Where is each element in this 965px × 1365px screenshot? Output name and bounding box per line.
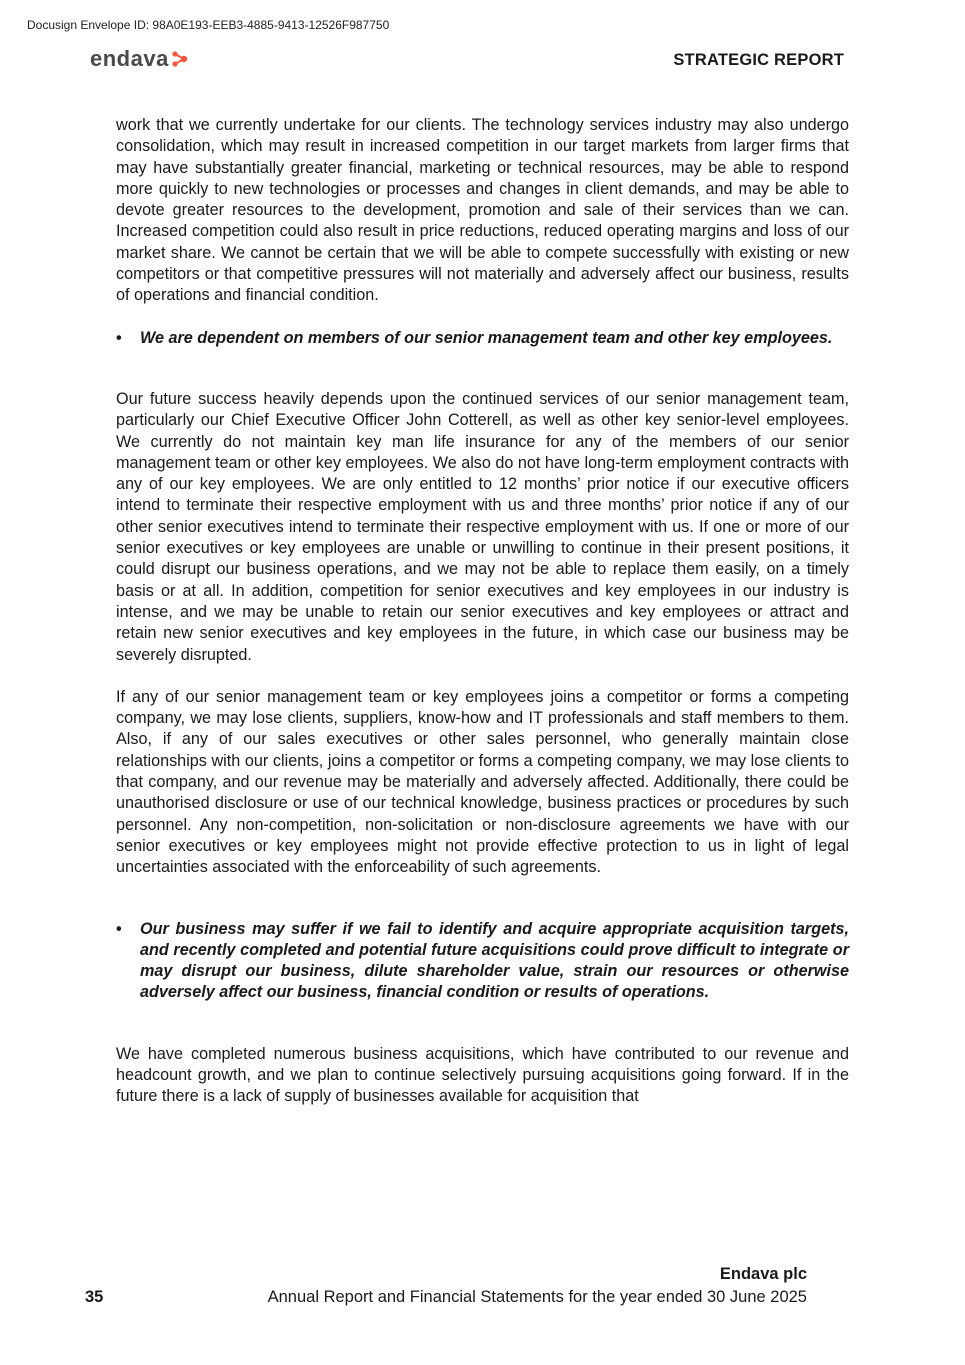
section-title: STRATEGIC REPORT (673, 51, 844, 69)
risk-heading-acquisitions (116, 919, 849, 1004)
paragraph-competition: work that we currently undertake for our clients. The technology services industry may also undergo consolidation, which may result in increased competition in our target markets from larger firms that may have substantially greater financial, marketing or technical resources, may be able to respond more quickly to new technologies or processes and changes in client demands, and may be able to devote greater resources to the development, promotion and sale of their services than we can. Increased competition could also result in price reductions, reduced operating margins and loss of our market share. We cannot be certain that we will be able to compete successfully with existing or new competitors or that competitive pressures will not materially and adversely affect our business, results of operations and financial condition. (116, 116, 849, 305)
risk-heading-key-employees (116, 328, 849, 349)
bullet-marker: • (116, 328, 122, 347)
bullet-marker: • (116, 919, 122, 938)
paragraph-senior-management: Our future success heavily depends upon the continued services of our senior management team, particularly our Chief Executive Officer John Cotterell, as well as other key senior-level employees. We currently do not maintain key man life insurance for any of the members of our senior management team or other key employees. We also do not have long-term employment contracts with any of our key employees. We are only entitled to 12 months’ prior notice if our executive officers intend to terminate their respective employment with us and three months’ prior notice if any of our other senior executives intend to terminate their respective employment with us. If one or more of our senior executives or key employees are unable or unwilling to continue in their present positions, it could disrupt our business operations, and we may not be able to replace them easily, on a timely basis or at all. In addition, competition for senior executives and key employees in our industry is intense, and we may be unable to retain our senior executives and key employees or attract and retain new senior executives and key employees in the future, in which case our business may be severely disrupted. (116, 389, 849, 664)
risk-heading-text: We are dependent on members of our senior management team and other key employees. (140, 328, 833, 347)
footer-report-title: Annual Report and Financial Statements for the year ended 30 June 2025 (267, 1288, 807, 1306)
footer-company-name: Endava plc (719, 1265, 807, 1283)
paragraph-acquisitions: We have completed numerous business acquisitions, which have contributed to our revenue and headcount growth, and we plan to continue selectively pursuing acquisitions going forward. If in the future there is a lack of supply of businesses available for acquisition that (116, 1044, 849, 1106)
endava-mark-icon (171, 50, 189, 68)
endava-logo (90, 43, 189, 75)
logo-wordmark: endava (90, 46, 169, 71)
risk-heading-text: Our business may suffer if we fail to identify and acquire appropriate acquisition targets, and recently completed and potential future acquisitions could prove difficult to integrate or may disrupt our business, dilute shareholder value, strain our resources or otherwise adversely affect our business, financial condition or results of operations. (140, 919, 849, 1002)
page-number: 35 (85, 1288, 104, 1306)
document-body (116, 115, 849, 1108)
paragraph-competitor-risk: If any of our senior management team or key employees joins a competitor or forms a competing company, we may lose clients, suppliers, know-how and IT professionals and staff members to them. Also, if any of our sales executives or other sales personnel, who generally maintain close relationships with our clients, joins a competitor or forms a competing company, we may lose clients to that company, and our revenue may be materially and adversely affected. Additionally, there could be unauthorised disclosure or use of our technical knowledge, business practices or procedures by such personnel. Any non-competition, non-solicitation or non-disclosure agreements we have with our senior executives or key employees might not provide effective protection to us in light of legal uncertainties associated with the enforceability of such agreements. (116, 687, 849, 877)
docusign-envelope-id: Docusign Envelope ID: 98A0E193-EEB3-4885-9413-12526F987750 (27, 18, 390, 32)
